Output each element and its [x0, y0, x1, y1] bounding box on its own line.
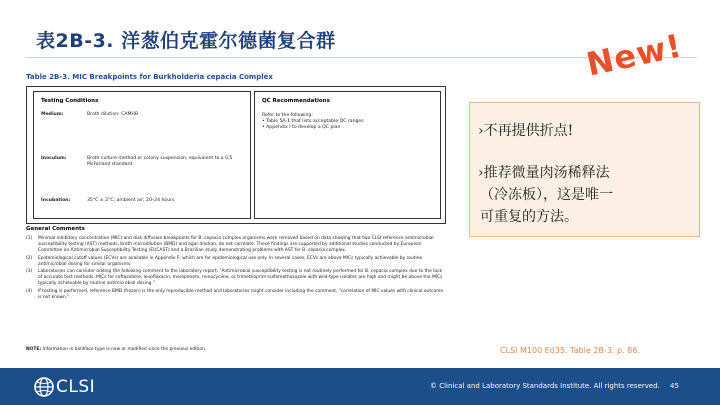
comment-item: [26, 236, 446, 254]
testing-conditions-heading: Testing Conditions: [41, 98, 99, 104]
comment-item: [26, 256, 446, 268]
condition-value: Broth culture method or colony suspension, equivalent to a 0.5 McFarland standard: [87, 156, 233, 167]
condition-row-incubation: [41, 198, 247, 204]
callout-line: ›不再提供折点!: [478, 123, 574, 139]
comment-text: Minimal inhibitory concentration (MIC) and disk diffusion breakpoints for B. cepacia complex organisms were removed based on data showing that two CLSI reference antimicrobial susceptibility testing (AST) methods, broth microdilution (BMD) and agar dilution, do not correlate. These findings are supported by additional studies conducted by European Committee on Antimicrobial Susceptibility Testing (EUCAST) and a Brazilian study demonstrating problems with AST for B. cepacia complex.: [38, 236, 434, 253]
comment-item: [26, 269, 446, 287]
condition-value: Broth dilution: CAMHB: [87, 112, 139, 117]
condition-label: Incubation:: [41, 198, 71, 203]
condition-row-medium: [41, 112, 247, 118]
document-excerpt: [26, 73, 454, 353]
note-label: NOTE:: [26, 347, 42, 352]
qc-text: [262, 113, 364, 132]
condition-value: 35°C ± 2°C; ambient air; 20–24 hours: [87, 198, 175, 203]
comment-number: (3): [26, 269, 33, 274]
globe-icon: [32, 375, 56, 399]
citation: CLSI M100 Ed35. Table 2B-3. p. 86.: [500, 346, 640, 355]
general-comments-heading: General Comments: [26, 226, 85, 232]
note-text: Information in boldface type is new or modified since the previous edition.: [42, 347, 207, 352]
qc-item: • Table 5A-1 that lists acceptable QC ranges: [262, 119, 364, 125]
comment-number: (1): [26, 236, 33, 241]
callout-line: ›推荐微量肉汤稀释法: [478, 165, 610, 181]
comment-text: Laboratories can consider adding the following comment to the laboratory report: "Antimicrobial susceptibility testing is not routinely performed for B. cepacia complex due to the lack of accurate test methods. MICs for ceftazidime, levofloxacin, meropenem, minocycline, or trimethoprim-sulfamethoxazole with wild-type isolates are high and might be above the MICs typically achievable by routine antimicrobial dosing.": [38, 269, 443, 286]
callout-line: （冷冻板），这是唯一: [480, 187, 613, 203]
page-number: 45: [670, 382, 679, 390]
document-note: [26, 347, 206, 352]
condition-label: Inoculum:: [41, 156, 67, 161]
table-caption: Table 2B-3. MIC Breakpoints for Burkholderia cepacia Complex: [26, 73, 273, 81]
qc-intro: Refer to the following:: [262, 113, 313, 118]
slide-title: 表2B-3. 洋葱伯克霍尔德菌复合群: [36, 30, 336, 52]
condition-row-inoculum: [41, 156, 247, 168]
qc-item: • Appendix I to develop a QC plan: [262, 125, 341, 131]
comment-text: Epidemiological cutoff values (ECVs) are available in Appendix F, which are for epidemiological use only. In several cases, ECVs are above MICs typically achievable by routine antimicrobial dosing for similar organisms.: [38, 255, 423, 267]
qc-heading: QC Recommendations: [262, 98, 330, 104]
callout-box: [469, 102, 700, 237]
comment-text: If testing is performed, reference BMD (frozen) is the only reproducible method and laboratories might consider including the comment, "correlation of MIC values with clinical outcome is not known.": [38, 288, 444, 300]
general-comments-list: [26, 236, 446, 302]
comment-number: (2): [26, 255, 33, 261]
footer-logo-text: CLSI: [56, 377, 96, 397]
footer-copyright: © Clinical and Laboratory Standards Institute. All rights reserved.: [430, 382, 660, 390]
footer-bar: [0, 368, 720, 405]
qc-recommendations-box: [254, 91, 441, 219]
new-badge: New!: [583, 26, 686, 84]
comment-number: (4): [26, 288, 33, 294]
callout-line: 可重复的方法。: [480, 209, 578, 225]
condition-label: Medium:: [41, 112, 64, 117]
comment-item: [26, 289, 446, 301]
testing-conditions-box: [33, 91, 251, 219]
